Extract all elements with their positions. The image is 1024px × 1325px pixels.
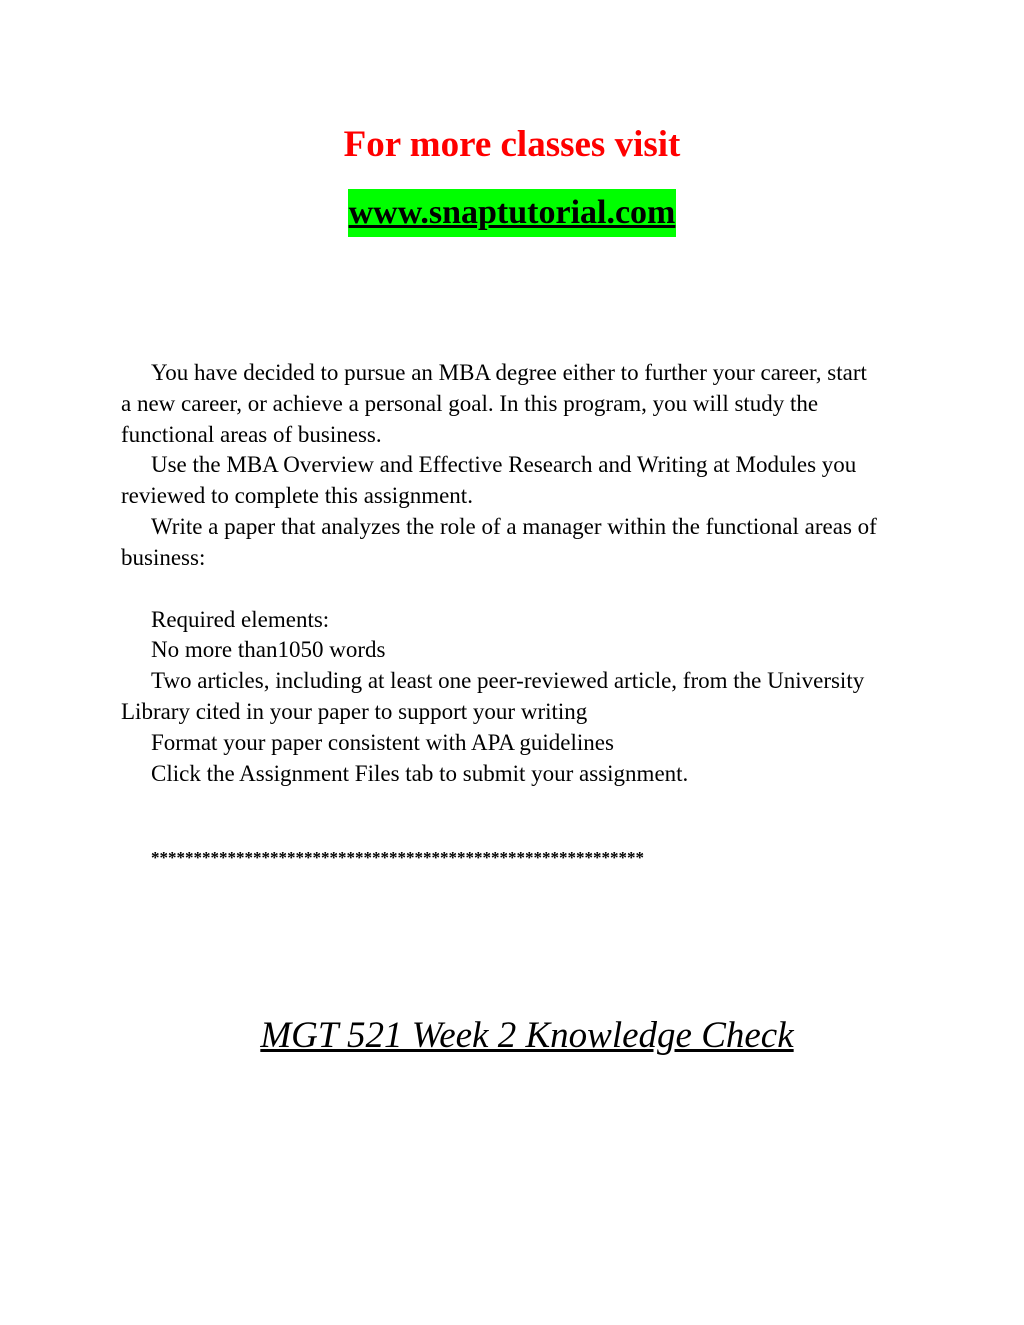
separator-stars: ********************************************************** <box>151 848 644 867</box>
requirement-submit: Click the Assignment Files tab to submit your assignment. <box>151 760 689 786</box>
course-title: MGT 521 Week 2 Knowledge Check <box>260 1015 794 1056</box>
promo-link-container <box>0 189 1024 237</box>
spacer <box>121 574 881 605</box>
assignment-description <box>121 358 881 789</box>
requirement-articles: Two articles, including at least one peer-reviewed article, from the University Library cited in your paper to support your writing <box>121 668 865 724</box>
intro-paragraph: You have decided to pursue an MBA degree either to further your career, start a new career, or achieve a personal goal. In this program, you will study the functional areas of business. <box>121 360 867 447</box>
website-link[interactable]: www.snaptutorial.com <box>348 189 677 237</box>
task-paragraph: Write a paper that analyzes the role of a manager within the functional areas of business: <box>121 513 877 570</box>
instructions-paragraph: Use the MBA Overview and Effective Research and Writing at Modules you reviewed to complete this assignment. <box>121 452 857 509</box>
promo-title: For more classes visit <box>343 124 681 165</box>
requirement-format: Format your paper consistent with APA guidelines <box>151 729 614 755</box>
requirement-word-limit: No more than1050 words <box>151 637 386 663</box>
requirements-heading: Required elements: <box>151 606 330 632</box>
